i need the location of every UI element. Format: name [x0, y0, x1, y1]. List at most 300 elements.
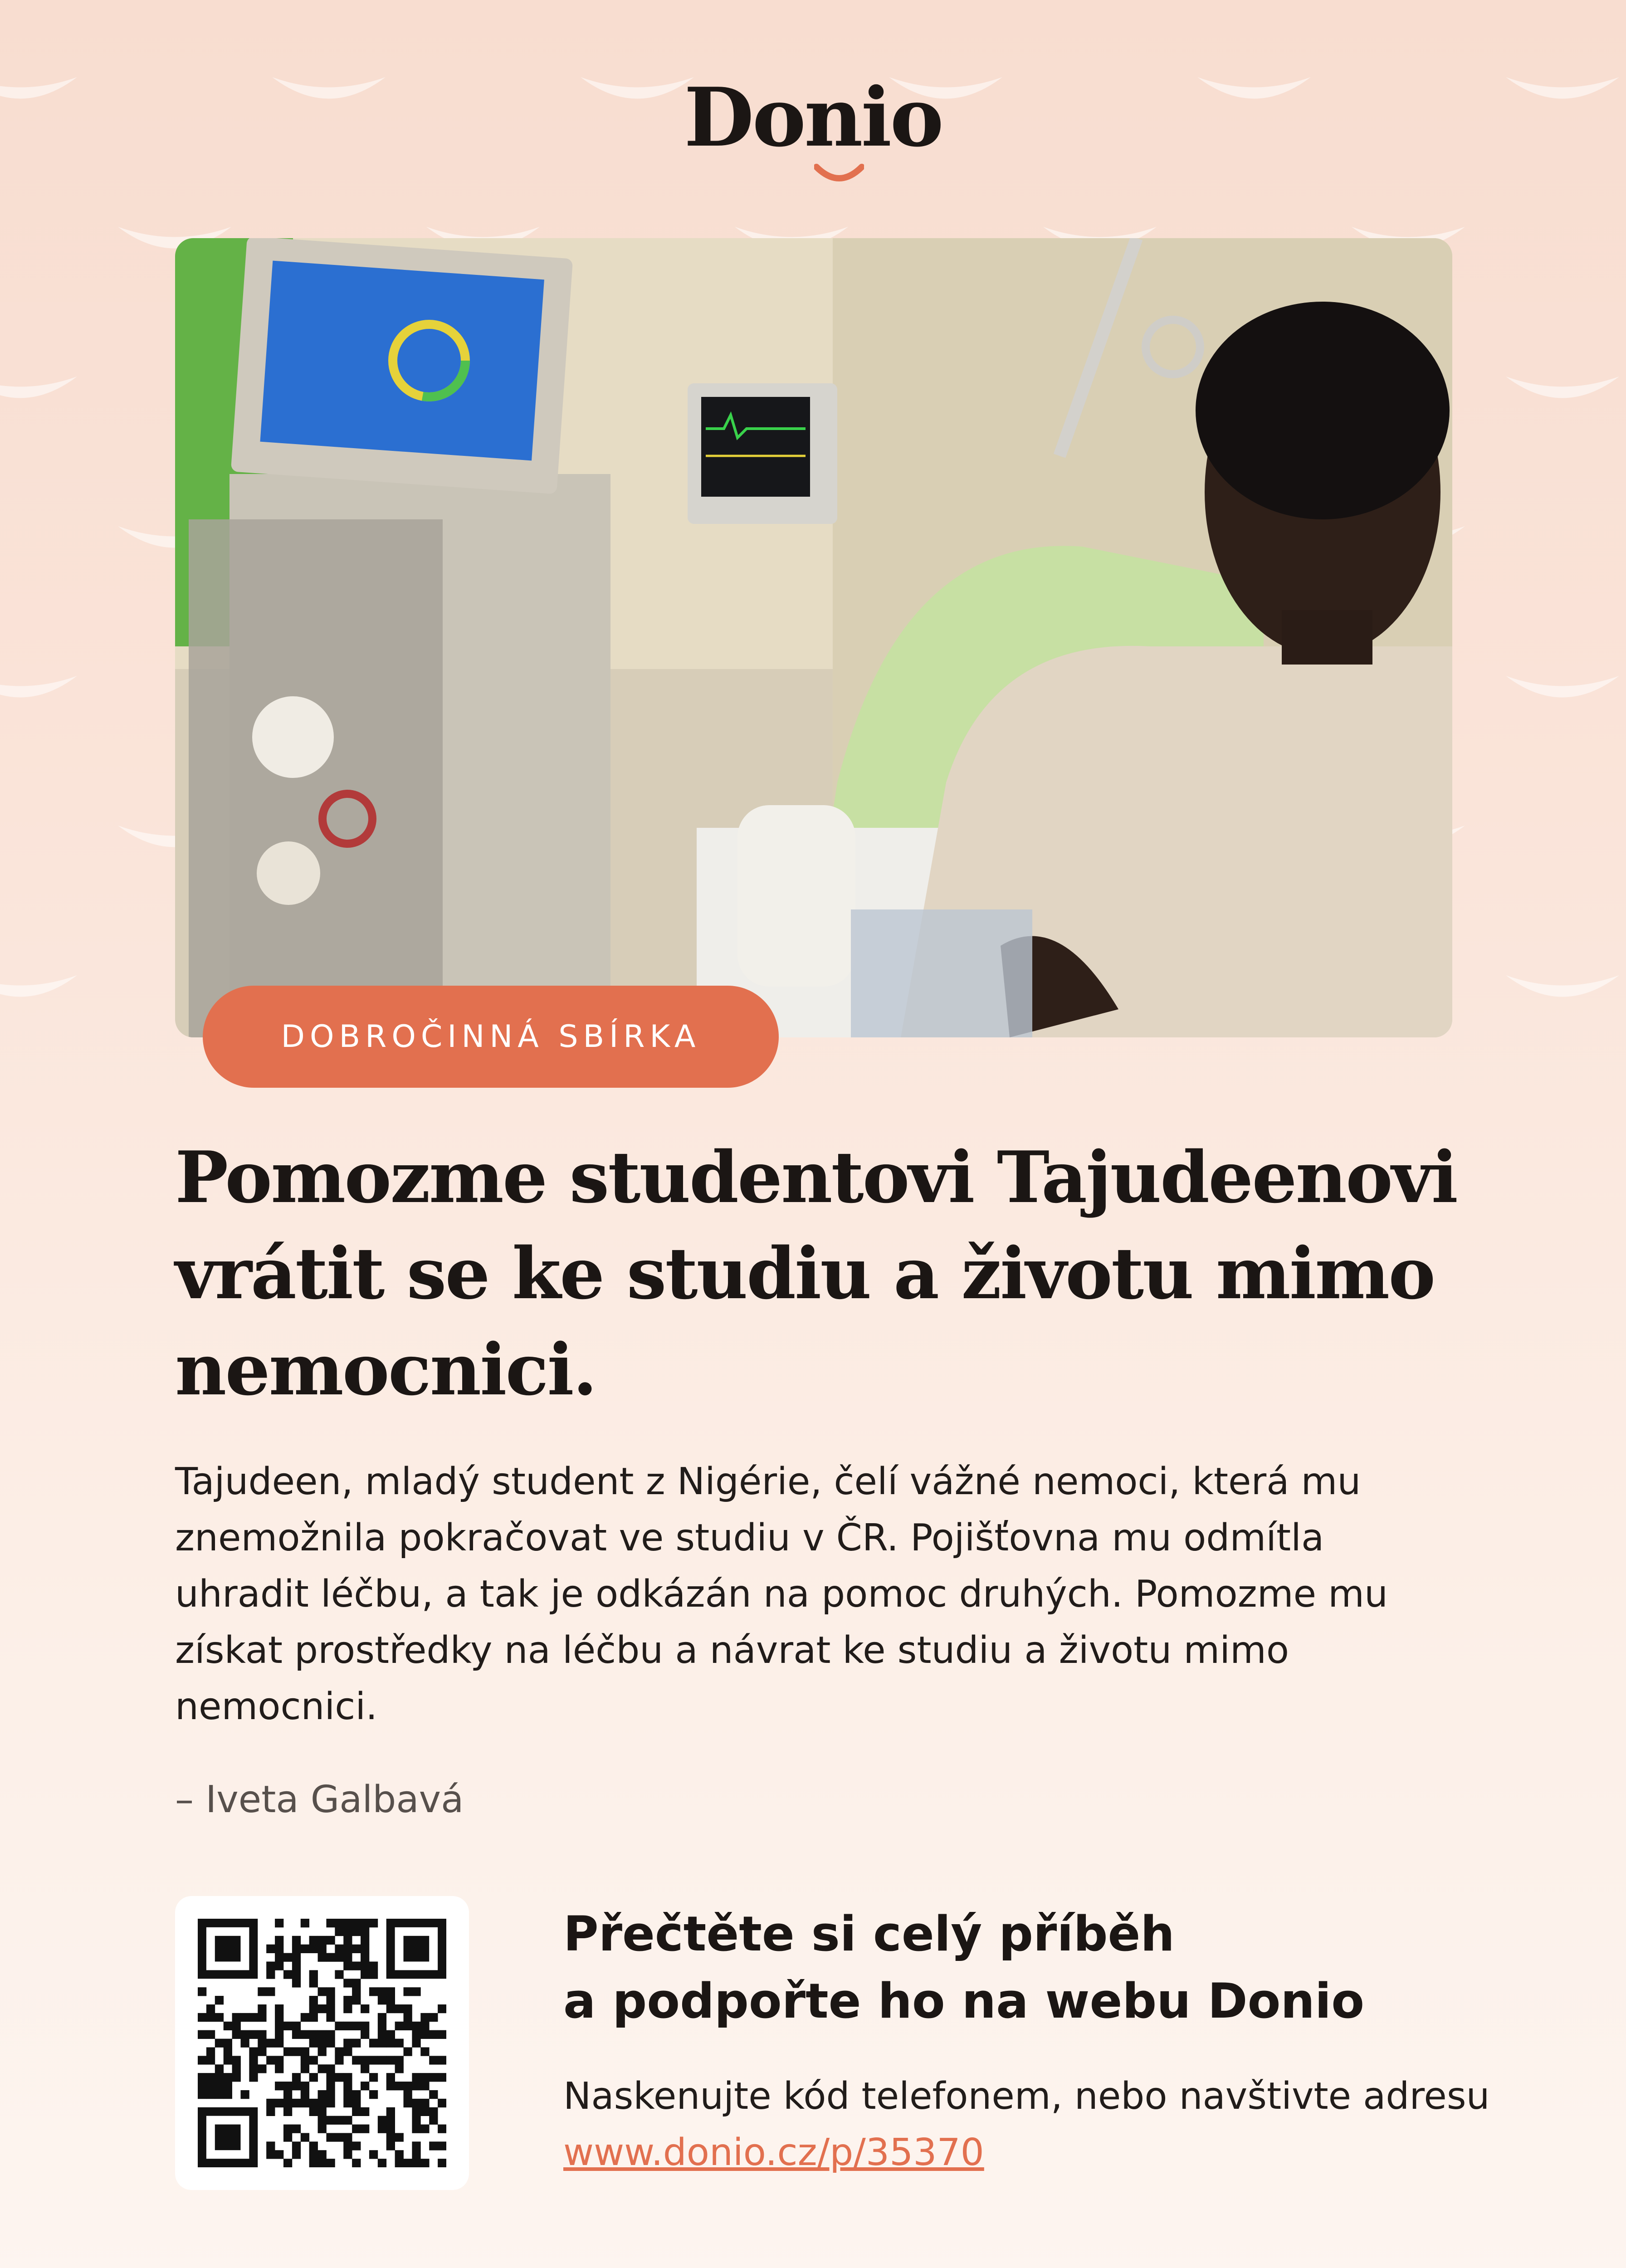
qr-module	[206, 2004, 215, 2013]
qr-module	[249, 2047, 258, 2056]
qr-module	[258, 2064, 266, 2073]
qr-module	[224, 2047, 232, 2056]
qr-module	[369, 2056, 378, 2064]
qr-module	[361, 1936, 369, 1945]
qr-module	[404, 2022, 412, 2030]
qr-module	[352, 1987, 361, 1996]
qr-module	[309, 2073, 318, 2082]
qr-module	[412, 2107, 420, 2116]
qr-module	[206, 2073, 215, 2082]
qr-module	[386, 2039, 395, 2048]
qr-module	[275, 2030, 283, 2039]
qr-module	[309, 1979, 318, 1987]
qr-module	[369, 2090, 378, 2099]
qr-module	[266, 1945, 275, 1953]
qr-module	[318, 1953, 327, 1962]
qr-module	[352, 1919, 361, 1927]
qr-module	[352, 2056, 361, 2064]
qr-module	[412, 2125, 420, 2133]
qr-module	[335, 2056, 343, 2064]
qr-module	[386, 2004, 395, 2013]
qr-module	[412, 1987, 420, 1996]
qr-module	[412, 2159, 420, 2167]
qr-module	[292, 2047, 301, 2056]
campaign-link[interactable]: www.donio.cz/p/35370	[563, 2131, 984, 2174]
qr-module	[404, 2047, 412, 2056]
qr-module	[292, 2073, 301, 2082]
qr-module	[215, 2090, 224, 2099]
qr-module	[352, 2107, 361, 2116]
qr-module	[206, 2082, 215, 2090]
qr-module	[343, 2099, 352, 2107]
qr-module	[335, 1970, 343, 1979]
qr-module	[343, 1945, 352, 1953]
qr-module	[335, 1919, 343, 1927]
qr-module	[198, 1987, 206, 1996]
qr-module	[198, 2082, 206, 2090]
qr-module	[335, 2133, 343, 2141]
qr-module	[326, 1953, 335, 1962]
qr-module	[232, 2030, 241, 2039]
qr-module	[429, 2030, 438, 2039]
qr-module	[429, 2107, 438, 2116]
background-arc	[0, 376, 77, 398]
qr-module	[343, 1961, 352, 1970]
qr-module	[343, 2022, 352, 2030]
qr-module	[318, 2116, 327, 2125]
qr-module	[318, 2125, 327, 2133]
qr-module	[429, 2141, 438, 2150]
qr-module	[326, 2090, 335, 2099]
qr-module	[292, 2141, 301, 2150]
qr-module	[283, 2159, 292, 2167]
qr-module	[206, 2090, 215, 2099]
qr-module	[240, 2013, 249, 2022]
qr-module	[249, 2056, 258, 2064]
qr-module	[301, 2056, 309, 2064]
qr-module	[326, 2064, 335, 2073]
qr-module	[361, 2082, 369, 2090]
qr-module	[318, 1936, 327, 1945]
qr-module	[420, 2013, 429, 2022]
qr-module	[438, 2099, 446, 2107]
qr-module	[198, 2090, 206, 2099]
qr-module	[232, 2056, 241, 2064]
qr-module	[318, 2004, 327, 2013]
qr-module	[292, 2030, 301, 2039]
qr-module	[266, 2099, 275, 2107]
qr-module	[404, 2099, 412, 2107]
qr-module	[309, 2099, 318, 2107]
qr-module	[343, 2133, 352, 2141]
qr-module	[352, 2090, 361, 2099]
qr-module	[352, 2039, 361, 2048]
qr-module	[343, 2082, 352, 2090]
campaign-description: Tajudeen, mladý student z Nigérie, čelí vážné nemoci, která mu znemožnila pokračovat ve studiu v ČR. Pojišťovna mu odmítla uhradit léčbu, a tak je odkázán na pomoc druhých. Pomozme mu získat prostředky na léčbu a návrat ke studiu a životu mimo nemocnici.	[175, 1460, 1388, 1728]
qr-module	[361, 2125, 369, 2133]
qr-module	[438, 2159, 446, 2167]
qr-module	[215, 2064, 224, 2073]
qr-module	[318, 2150, 327, 2159]
qr-module	[378, 2116, 386, 2125]
qr-module	[412, 2099, 420, 2107]
qr-module	[232, 2073, 241, 2082]
qr-module	[352, 1945, 361, 1953]
qr-module	[404, 1987, 412, 1996]
qr-module	[224, 2082, 232, 2090]
qr-module	[369, 1970, 378, 1979]
qr-module	[266, 1961, 275, 1970]
qr-module	[318, 1987, 327, 1996]
cta-heading-line-1: Přečtěte si celý příběh	[563, 1906, 1175, 1962]
qr-module	[301, 2090, 309, 2099]
qr-module	[386, 1987, 395, 1996]
qr-module	[369, 2073, 378, 2082]
qr-module	[438, 2073, 446, 2082]
qr-module	[326, 2073, 335, 2082]
qr-module	[309, 1936, 318, 1945]
qr-module	[275, 2099, 283, 2107]
qr-module	[309, 2039, 318, 2048]
qr-module	[283, 2133, 292, 2141]
qr-module	[309, 2056, 318, 2064]
qr-module	[378, 1987, 386, 1996]
qr-module	[335, 1945, 343, 1953]
qr-module	[361, 2004, 369, 2013]
background-arc	[0, 676, 77, 698]
qr-module	[283, 2082, 292, 2090]
qr-module	[438, 2030, 446, 2039]
qr-module	[215, 2082, 224, 2090]
qr-module	[249, 2013, 258, 2022]
qr-module	[352, 2125, 361, 2133]
qr-module	[326, 2133, 335, 2141]
qr-module	[309, 2013, 318, 2022]
qr-module	[198, 2073, 206, 2082]
qr-module	[301, 2064, 309, 2073]
qr-module	[386, 2125, 395, 2133]
qr-module	[326, 2082, 335, 2090]
qr-module	[301, 1919, 309, 1927]
qr-module	[386, 2056, 395, 2064]
qr-module	[343, 2004, 352, 2013]
qr-module	[240, 2030, 249, 2039]
qr-module	[198, 2056, 206, 2064]
qr-module	[326, 2039, 335, 2048]
qr-module	[343, 1979, 352, 1987]
qr-module	[215, 1936, 241, 1962]
qr-module	[275, 2039, 283, 2048]
qr-module	[420, 2099, 429, 2107]
qr-module	[275, 1936, 283, 1945]
qr-module	[420, 2030, 429, 2039]
qr-module	[335, 1927, 343, 1936]
qr-module	[335, 2073, 343, 2082]
qr-module	[258, 2013, 266, 2022]
qr-module	[361, 2107, 369, 2116]
qr-module	[301, 2030, 309, 2039]
qr-module	[258, 1987, 266, 1996]
qr-module	[326, 1919, 335, 1927]
qr-module	[198, 2030, 206, 2039]
qr-module	[266, 2107, 275, 2116]
qr-module	[326, 2099, 335, 2107]
qr-module	[275, 1919, 283, 1927]
qr-module	[215, 2073, 224, 2082]
qr-code-card[interactable]	[175, 1896, 469, 2190]
qr-module	[275, 2082, 283, 2090]
qr-module	[283, 2090, 292, 2099]
qr-module	[275, 2013, 283, 2022]
qr-module	[309, 2141, 318, 2150]
qr-module	[283, 2022, 292, 2030]
qr-module	[318, 2064, 327, 2073]
qr-module	[292, 2022, 301, 2030]
qr-module	[412, 2073, 420, 2082]
qr-module	[292, 1961, 301, 1970]
qr-module	[275, 2056, 283, 2064]
qr-module	[266, 2039, 275, 2048]
qr-module	[438, 2141, 446, 2150]
qr-module	[224, 2073, 232, 2082]
campaign-author: – Iveta Galbavá	[175, 1778, 464, 1821]
qr-module	[224, 2056, 232, 2064]
qr-module	[404, 2090, 412, 2099]
qr-module	[429, 2090, 438, 2099]
qr-code-icon[interactable]	[198, 1919, 446, 2167]
qr-module	[361, 2064, 369, 2073]
campaign-headline: Pomozme studentovi Tajudeenovi vrátit se ke studiu a životu mimo nemocnici.	[175, 1136, 1457, 1411]
qr-module	[301, 2013, 309, 2022]
qr-module	[206, 2030, 215, 2039]
qr-module	[412, 2030, 420, 2039]
qr-module	[224, 2022, 232, 2030]
qr-module	[326, 1936, 335, 1945]
qr-module	[395, 2039, 404, 2048]
qr-module	[309, 1970, 318, 1979]
qr-module	[292, 2150, 301, 2159]
qr-module	[309, 2150, 318, 2159]
qr-module	[438, 2056, 446, 2064]
qr-module	[292, 1953, 301, 1962]
qr-module	[206, 2047, 215, 2056]
qr-module	[395, 2004, 404, 2013]
qr-module	[283, 2099, 292, 2107]
qr-module	[258, 2047, 266, 2056]
qr-module	[249, 2064, 258, 2073]
qr-module	[395, 2056, 404, 2064]
qr-module	[206, 2056, 215, 2064]
qr-module	[395, 2064, 404, 2073]
qr-module	[292, 1945, 301, 1953]
qr-module	[369, 2150, 378, 2159]
qr-module	[352, 2022, 361, 2030]
qr-module	[283, 2125, 292, 2133]
qr-module	[343, 2150, 352, 2159]
qr-module	[412, 2082, 420, 2090]
qr-module	[232, 2022, 241, 2030]
campaign-photo	[175, 238, 1452, 1037]
qr-module	[343, 1919, 352, 1927]
qr-module	[429, 2013, 438, 2022]
campaign-type-badge: DOBROČINNÁ SBÍRKA	[203, 986, 779, 1088]
qr-module	[429, 2056, 438, 2064]
qr-module	[292, 1970, 301, 1979]
qr-module	[395, 2022, 404, 2030]
qr-module	[301, 1945, 309, 1953]
qr-module	[258, 2039, 266, 2048]
qr-module	[335, 2047, 343, 2056]
donio-logo: Donio	[684, 70, 942, 165]
qr-module	[395, 2150, 404, 2159]
qr-module	[361, 1945, 369, 1953]
qr-module	[343, 1996, 352, 2004]
qr-module	[283, 2107, 292, 2116]
qr-module	[318, 2039, 327, 2048]
qr-module	[292, 2125, 301, 2133]
qr-module	[412, 2116, 420, 2125]
qr-module	[343, 2141, 352, 2150]
qr-module	[420, 2082, 429, 2090]
qr-module	[361, 1927, 369, 1936]
qr-module	[326, 2116, 335, 2125]
qr-module	[318, 2159, 327, 2167]
qr-module	[326, 2159, 335, 2167]
qr-module	[318, 2030, 327, 2039]
qr-module	[309, 1945, 318, 1953]
qr-module	[395, 2082, 404, 2090]
qr-module	[404, 2082, 412, 2090]
qr-module	[301, 2047, 309, 2056]
qr-module	[420, 2159, 429, 2167]
qr-module	[378, 2013, 386, 2022]
qr-module	[412, 2039, 420, 2048]
qr-module	[198, 2013, 206, 2022]
qr-module	[318, 2107, 327, 2116]
qr-module	[378, 2022, 386, 2030]
qr-module	[386, 2141, 395, 2150]
qr-module	[404, 2159, 412, 2167]
qr-module	[386, 2133, 395, 2141]
qr-module	[343, 2047, 352, 2056]
qr-module	[206, 2013, 215, 2022]
cta-heading-line-2: a podpořte ho na webu Donio	[563, 1973, 1365, 2029]
qr-module	[343, 2073, 352, 2082]
cta-instructions	[563, 2068, 1584, 2181]
qr-module	[232, 2064, 241, 2073]
qr-module	[301, 2082, 309, 2090]
qr-module	[292, 1936, 301, 1945]
qr-module	[404, 2004, 412, 2013]
hospital-scene-image	[175, 238, 1452, 1037]
qr-module	[266, 2150, 275, 2159]
qr-module	[275, 2022, 283, 2030]
qr-module	[378, 2030, 386, 2039]
qr-module	[343, 2116, 352, 2125]
qr-module	[343, 2090, 352, 2099]
qr-module	[309, 2030, 318, 2039]
qr-module	[369, 1961, 378, 1970]
qr-module	[361, 1953, 369, 1962]
qr-module	[412, 2150, 420, 2159]
cta-heading	[563, 1901, 1584, 2035]
qr-module	[352, 1961, 361, 1970]
qr-module	[215, 2125, 241, 2151]
qr-module	[335, 2116, 343, 2125]
background-arc	[1506, 676, 1619, 698]
qr-module	[326, 1996, 335, 2004]
qr-module	[352, 1996, 361, 2004]
qr-module	[258, 2030, 266, 2039]
qr-module	[292, 1979, 301, 1987]
qr-module	[395, 2159, 404, 2167]
qr-module	[386, 2107, 395, 2116]
qr-module	[318, 2090, 327, 2099]
qr-module	[309, 1996, 318, 2004]
qr-module	[395, 2133, 404, 2141]
qr-module	[420, 2022, 429, 2030]
qr-module	[326, 2004, 335, 2013]
qr-module	[326, 2030, 335, 2039]
qr-module	[266, 1987, 275, 1996]
qr-module	[420, 2107, 429, 2116]
cta-instructions-text: Naskenujte kód telefonem, nebo navštivte adresu	[563, 2075, 1490, 2118]
qr-module	[309, 2107, 318, 2116]
qr-module	[335, 2022, 343, 2030]
qr-module	[275, 1953, 283, 1962]
qr-module	[343, 1953, 352, 1962]
qr-module	[378, 2039, 386, 2048]
qr-module	[352, 2141, 361, 2150]
qr-module	[343, 1927, 352, 1936]
qr-module	[378, 2125, 386, 2133]
qr-module	[240, 2090, 249, 2099]
qr-module	[369, 1919, 378, 1927]
qr-module	[420, 2073, 429, 2082]
background-arc	[0, 975, 77, 997]
qr-module	[301, 2099, 309, 2107]
qr-module	[258, 2004, 266, 2013]
qr-module	[335, 1953, 343, 1962]
qr-module	[343, 2039, 352, 2048]
qr-module	[266, 2056, 275, 2064]
qr-module	[429, 2073, 438, 2082]
qr-module	[386, 2073, 395, 2082]
qr-module	[361, 2056, 369, 2064]
qr-module	[275, 2004, 283, 2013]
qr-module	[361, 1919, 369, 1927]
qr-module	[275, 2150, 283, 2159]
qr-module	[361, 2022, 369, 2030]
qr-module	[318, 1945, 327, 1953]
qr-module	[275, 2064, 283, 2073]
qr-module	[386, 2030, 395, 2039]
qr-module	[420, 2047, 429, 2056]
qr-module	[361, 2030, 369, 2039]
qr-module	[404, 2013, 412, 2022]
qr-module	[361, 1970, 369, 1979]
qr-module	[412, 2141, 420, 2150]
qr-module	[404, 1936, 430, 1962]
qr-module	[283, 1970, 292, 1979]
qr-module	[266, 2141, 275, 2150]
qr-module	[232, 2013, 241, 2022]
qr-module	[215, 2013, 224, 2022]
qr-module	[240, 2039, 249, 2048]
qr-module	[301, 2133, 309, 2141]
qr-module	[352, 1979, 361, 1987]
qr-module	[224, 2039, 232, 2048]
